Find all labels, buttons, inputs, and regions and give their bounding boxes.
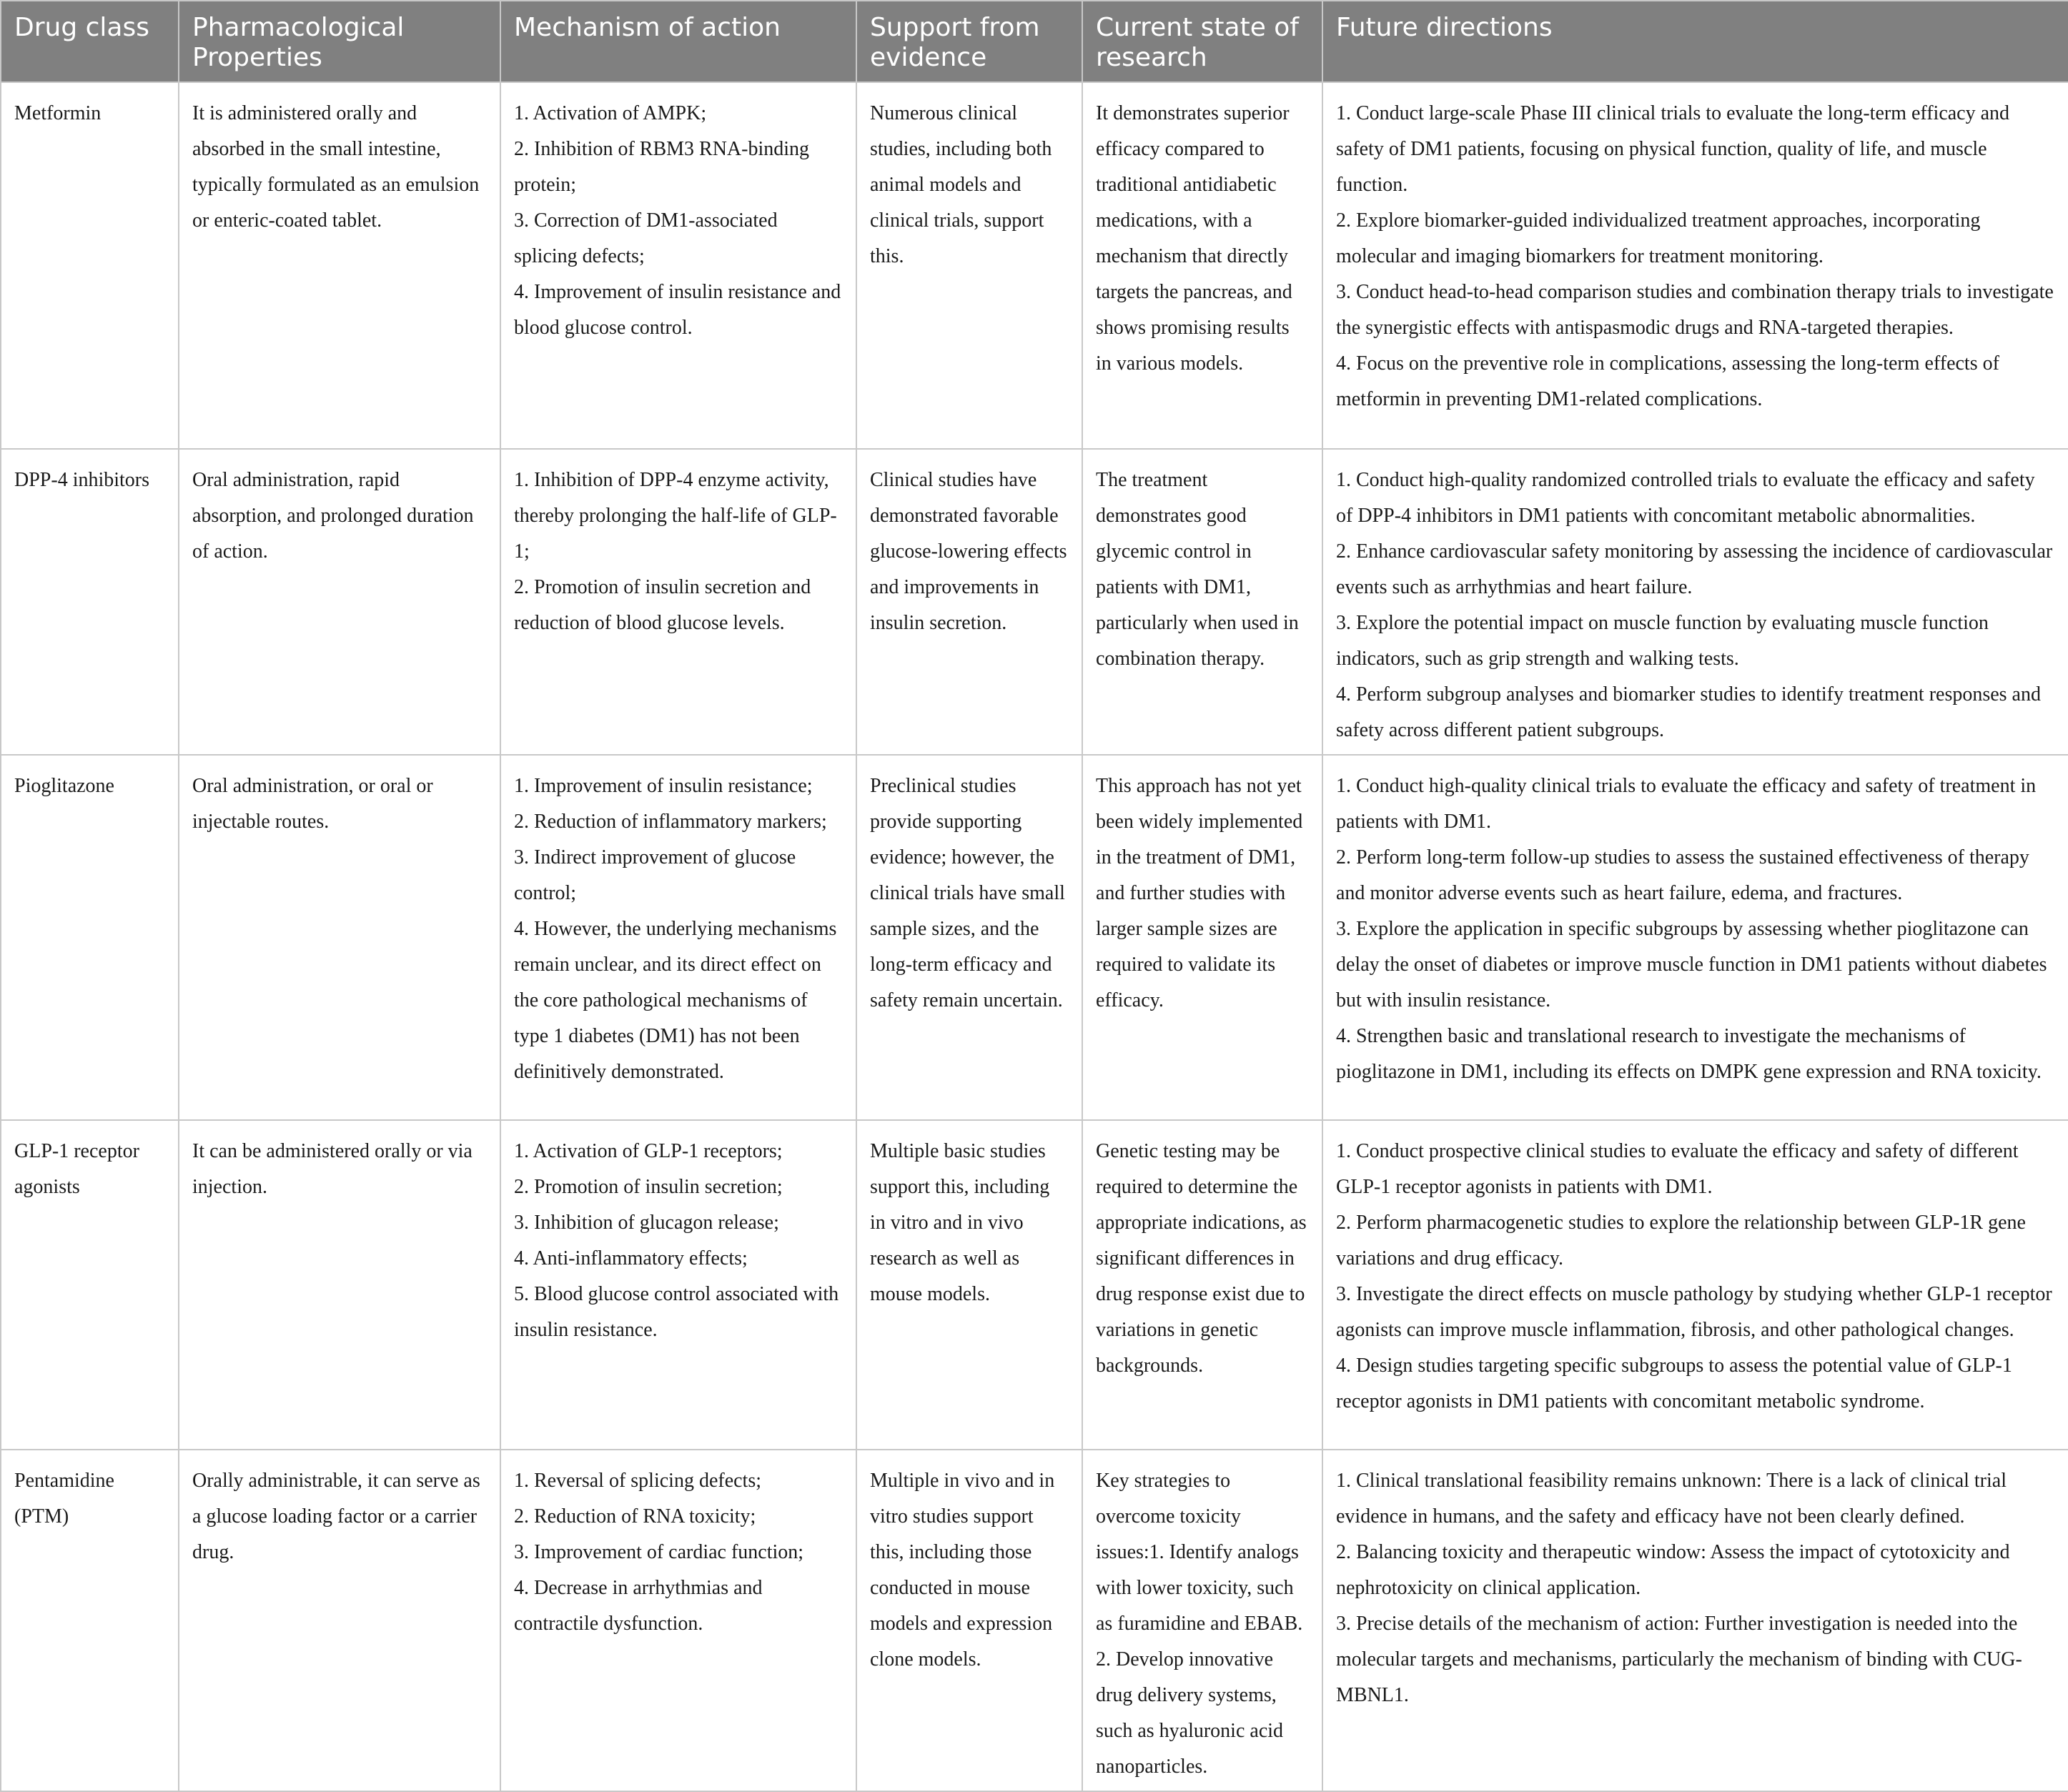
- list-item: 1. Reversal of splicing defects;: [514, 1470, 762, 1492]
- research-cell: The treatment demonstrates good glycemic control in patients with DM1, particularly when used in combination therapy.: [1082, 449, 1322, 755]
- future-directions-cell: [1322, 449, 2068, 755]
- list-item: 2. Inhibition of RBM3 RNA-binding protein;: [514, 138, 810, 196]
- drug-class-cell: Metformin: [1, 82, 179, 449]
- drug-class-cell: Pioglitazone: [1, 755, 179, 1120]
- drug-class-cell: GLP-1 receptor agonists: [1, 1120, 179, 1450]
- table-row: [1, 1120, 2068, 1450]
- evidence-cell: Multiple in vivo and in vitro studies support this, including those conducted in mouse models and expression clone models.: [856, 1450, 1082, 1791]
- list-item: 1. Clinical translational feasibility remains unknown: There is a lack of clinical trial evidence in humans, and the safety and efficacy have not been clearly defined.: [1336, 1470, 2007, 1528]
- list-item: 2. Perform pharmacogenetic studies to explore the relationship between GLP-1R gene variations and drug efficacy.: [1336, 1212, 2026, 1269]
- list-item: 1. Improvement of insulin resistance;: [514, 775, 813, 797]
- list-item: 2. Enhance cardiovascular safety monitoring by assessing the incidence of cardiovascular events such as arrhythmias and heart failure.: [1336, 540, 2053, 598]
- list-item: 4. Strengthen basic and translational research to investigate the mechanisms of pioglitazone in DM1, including its effects on DMPK gene expression and RNA toxicity.: [1336, 1025, 2042, 1083]
- future-directions-cell: [1322, 755, 2068, 1120]
- research-cell: Key strategies to overcome toxicity issues:1. Identify analogs with lower toxicity, such as furamidine and EBAB. 2. Develop innovative drug delivery systems, such as hyaluronic acid nanoparticles.: [1082, 1450, 1322, 1791]
- list-item: 4. Perform subgroup analyses and biomarker studies to identify treatment responses and safety across different patient subgroups.: [1336, 683, 2041, 741]
- list-item: 1. Inhibition of DPP-4 enzyme activity, thereby prolonging the half-life of GLP-1;: [514, 469, 837, 563]
- list-item: 3. Improvement of cardiac function;: [514, 1541, 804, 1563]
- mechanism-cell: [500, 449, 856, 755]
- header-mechanism: Mechanism of action: [500, 1, 856, 82]
- research-cell: Genetic testing may be required to determine the appropriate indications, as significant differences in drug response exist due to variations in genetic backgrounds.: [1082, 1120, 1322, 1450]
- drug-class-cell: Pentamidine (PTM): [1, 1450, 179, 1791]
- list-item: 1. Conduct high-quality randomized controlled trials to evaluate the efficacy and safety of DPP-4 inhibitors in DM1 patients with concomitant metabolic abnormalities.: [1336, 469, 2035, 527]
- header-properties: Pharmacological Properties: [179, 1, 500, 82]
- list-item: 4. Improvement of insulin resistance and blood glucose control.: [514, 281, 841, 339]
- list-item: 4. Decrease in arrhythmias and contractile dysfunction.: [514, 1577, 763, 1635]
- evidence-cell: Multiple basic studies support this, including in vitro and in vivo research as well as mouse models.: [856, 1120, 1082, 1450]
- table-row: [1, 82, 2068, 449]
- header-future: Future directions: [1322, 1, 2068, 82]
- list-item: 1. Conduct large-scale Phase III clinical trials to evaluate the long-term efficacy and safety of DM1 patients, focusing on physical function, quality of life, and muscle function.: [1336, 102, 2010, 196]
- table-row: [1, 449, 2068, 755]
- properties-cell: Oral administration, or oral or injectable routes.: [179, 755, 500, 1120]
- list-item: 1. Activation of GLP-1 receptors;: [514, 1140, 783, 1162]
- future-directions-cell: [1322, 82, 2068, 449]
- properties-cell: It can be administered orally or via injection.: [179, 1120, 500, 1450]
- list-item: 5. Blood glucose control associated with insulin resistance.: [514, 1283, 839, 1341]
- list-item: 2. Reduction of inflammatory markers;: [514, 811, 827, 833]
- list-item: 3. Precise details of the mechanism of action: Further investigation is needed into the molecular targets and mechanisms, particularly the mechanism of binding with CUG-MBNL1.: [1336, 1613, 2022, 1706]
- list-item: 3. Explore the application in specific subgroups by assessing whether pioglitazone can delay the onset of diabetes or improve muscle function in DM1 patients without diabetes but with insulin resistance.: [1336, 918, 2047, 1011]
- list-item: 1. Conduct prospective clinical studies to evaluate the efficacy and safety of different GLP-1 receptor agonists in patients with DM1.: [1336, 1140, 2019, 1198]
- list-item: 2. Explore biomarker-guided individualized treatment approaches, incorporating molecular and imaging biomarkers for treatment monitoring.: [1336, 209, 1981, 267]
- table-row: [1, 1450, 2068, 1791]
- research-cell: This approach has not yet been widely implemented in the treatment of DM1, and further studies with larger sample sizes are required to validate its efficacy.: [1082, 755, 1322, 1120]
- list-item: 4. However, the underlying mechanisms remain unclear, and its direct effect on the core pathological mechanisms of type 1 diabetes (DM1) has not been definitively demonstrated.: [514, 918, 837, 1083]
- evidence-cell: Preclinical studies provide supporting evidence; however, the clinical trials have small sample sizes, and the long-term efficacy and safety remain uncertain.: [856, 755, 1082, 1120]
- list-item: 4. Focus on the preventive role in complications, assessing the long-term effects of metformin in preventing DM1-related complications.: [1336, 352, 1999, 410]
- table-row: [1, 755, 2068, 1120]
- list-item: 4. Anti-inflammatory effects;: [514, 1247, 748, 1269]
- properties-cell: It is administered orally and absorbed in the small intestine, typically formulated as an emulsion or enteric-coated tablet.: [179, 82, 500, 449]
- properties-cell: Oral administration, rapid absorption, and prolonged duration of action.: [179, 449, 500, 755]
- header-row: [1, 1, 2068, 82]
- list-item: 3. Conduct head-to-head comparison studies and combination therapy trials to investigate the synergistic effects with antispasmodic drugs and RNA-targeted therapies.: [1336, 281, 2054, 339]
- research-cell: It demonstrates superior efficacy compared to traditional antidiabetic medications, with a mechanism that directly targets the pancreas, and shows promising results in various models.: [1082, 82, 1322, 449]
- list-item: 3. Indirect improvement of glucose control;: [514, 846, 796, 904]
- header-research: Current state of research: [1082, 1, 1322, 82]
- mechanism-cell: [500, 1450, 856, 1791]
- list-item: 3. Explore the potential impact on muscle function by evaluating muscle function indicators, such as grip strength and walking tests.: [1336, 612, 1989, 670]
- evidence-cell: Clinical studies have demonstrated favorable glucose-lowering effects and improvements in insulin secretion.: [856, 449, 1082, 755]
- header-evidence: Support from evidence: [856, 1, 1082, 82]
- list-item: 2. Promotion of insulin secretion and reduction of blood glucose levels.: [514, 576, 811, 634]
- drug-class-cell: DPP-4 inhibitors: [1, 449, 179, 755]
- future-directions-cell: [1322, 1120, 2068, 1450]
- list-item: 2. Promotion of insulin secretion;: [514, 1176, 783, 1198]
- list-item: 2. Balancing toxicity and therapeutic window: Assess the impact of cytotoxicity and nephrotoxicity on clinical application.: [1336, 1541, 2010, 1599]
- list-item: 2. Perform long-term follow-up studies to assess the sustained effectiveness of therapy and monitor adverse events such as heart failure, edema, and fractures.: [1336, 846, 2029, 904]
- list-item: 3. Correction of DM1-associated splicing defects;: [514, 209, 778, 267]
- mechanism-cell: [500, 755, 856, 1120]
- mechanism-cell: [500, 82, 856, 449]
- list-item: 3. Investigate the direct effects on muscle pathology by studying whether GLP-1 receptor agonists can improve muscle inflammation, fibrosis, and other pathological changes.: [1336, 1283, 2052, 1341]
- list-item: 1. Conduct high-quality clinical trials to evaluate the efficacy and safety of treatment in patients with DM1.: [1336, 775, 2037, 833]
- list-item: 4. Design studies targeting specific subgroups to assess the potential value of GLP-1 receptor agonists in DM1 patients with concomitant metabolic syndrome.: [1336, 1355, 2012, 1412]
- evidence-cell: Numerous clinical studies, including both animal models and clinical trials, support this.: [856, 82, 1082, 449]
- properties-cell: Orally administrable, it can serve as a glucose loading factor or a carrier drug.: [179, 1450, 500, 1791]
- mechanism-cell: [500, 1120, 856, 1450]
- future-directions-cell: [1322, 1450, 2068, 1791]
- list-item: 3. Inhibition of glucagon release;: [514, 1212, 779, 1234]
- header-drug-class: Drug class: [1, 1, 179, 82]
- list-item: 1. Activation of AMPK;: [514, 102, 707, 124]
- list-item: 2. Reduction of RNA toxicity;: [514, 1505, 756, 1528]
